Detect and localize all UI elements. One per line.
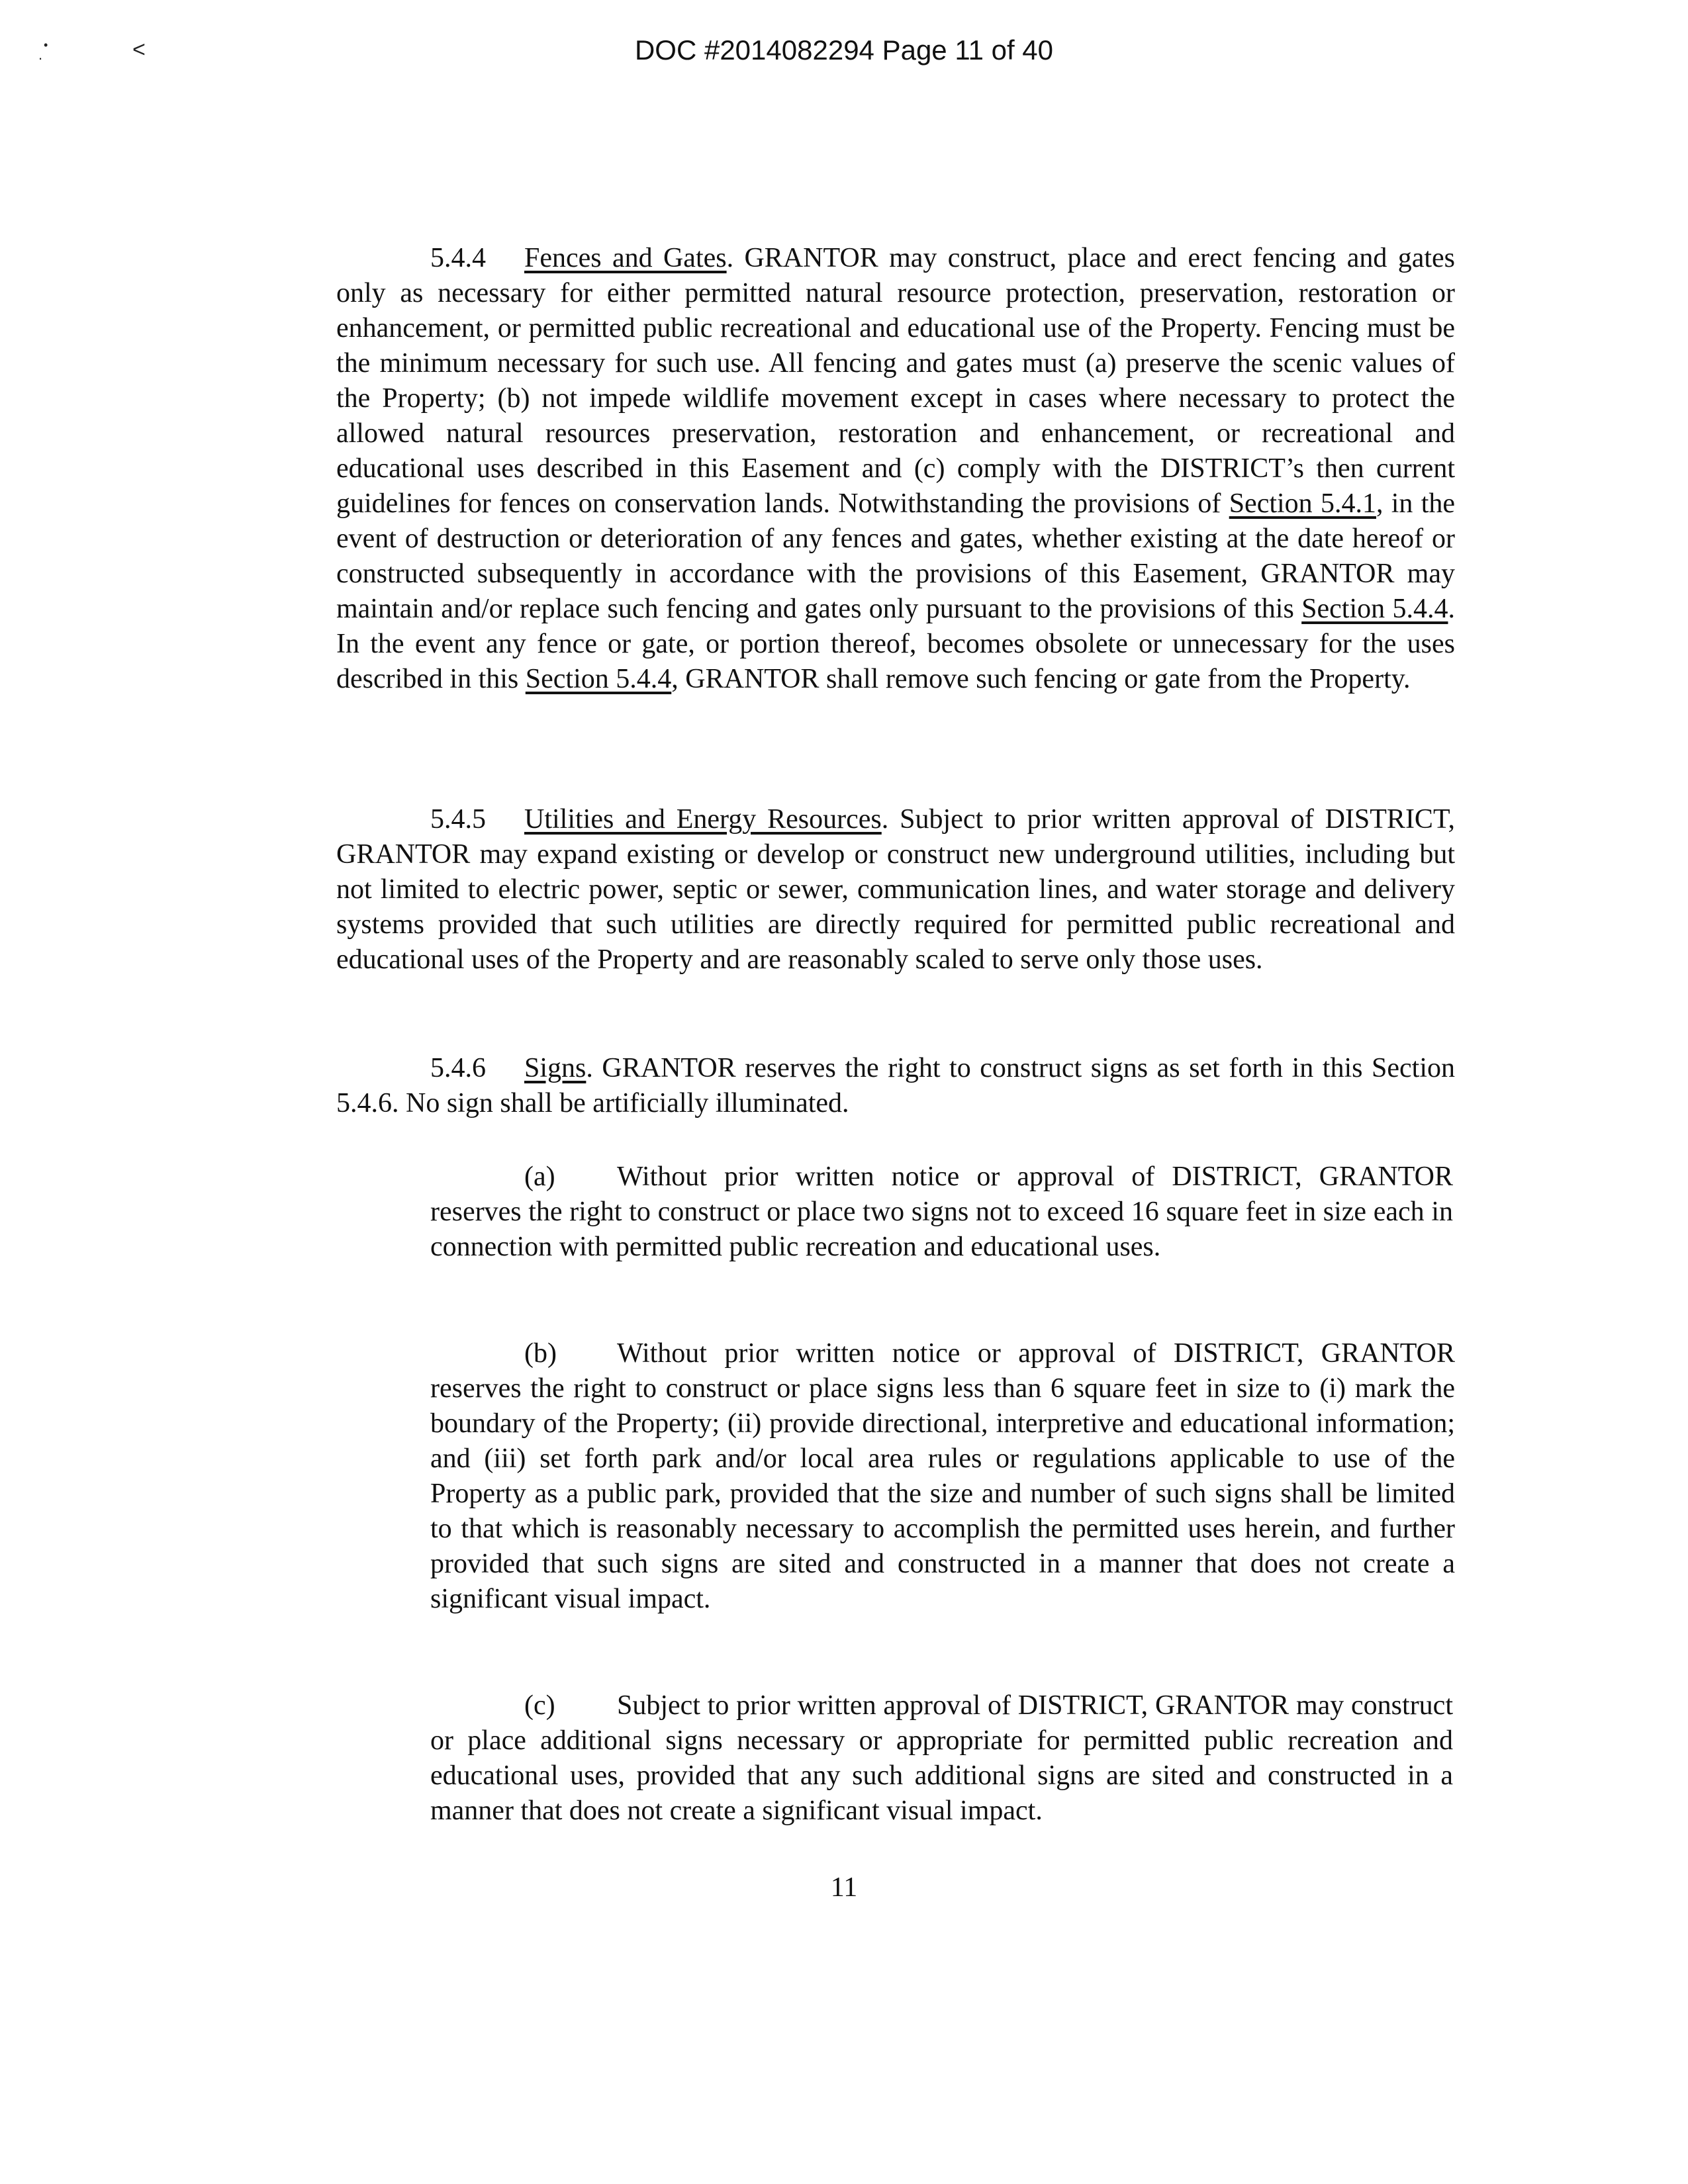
subsection-text: Without prior written notice or approval of DISTRICT, GRANTOR reserves the right to construct or place signs less than 6 square feet in size to (i) mark the boundary of the Property; (ii) provide directional, interpretive and educational information; and (iii) set forth park and/or local area rules or regulations applicable to use of the Property as a public park, provided that the size and number of such signs shall be limited to that which is reasonably necessary to accomplish the permitted uses herein, and further provided that such signs are sited and constructed in a manner that does not create a significant visual impact. [430,1338,1455,1614]
section-number: 5.4.4 [430,243,486,273]
subsection-b [430,1336,1455,1617]
section-title: Fences and Gates [524,243,727,273]
section-reference: Section 5.4.4 [1301,594,1448,624]
section-text: . In the event any fence or gate, or portion thereof, becomes obsolete or unnecessary for the uses described in this [336,594,1455,694]
section-text: , GRANTOR shall remove such fencing or gate from the Property. [671,664,1411,694]
section-title: Utilities and Energy Resources [524,804,882,835]
section-text: . GRANTOR may construct, place and erect fencing and gates only as necessary for either permitted natural resource protection, preservation, restoration or enhancement, or permitted public recreational and educational use of the Property. Fencing must be the minimum necessary for such use. All fencing and gates must (a) preserve the scenic values of the Property; (b) not impede wildlife movement except in cases where necessary to protect the allowed natural resources preservation, restoration and enhancement, or recreational and educational uses described in this Easement and (c) comply with the DISTRICT’s then current guidelines for fences on conservation lands. Notwithstanding the provisions of [336,243,1455,519]
section-number: 5.4.6 [430,1053,486,1083]
subsection-a [430,1160,1453,1265]
section-5-4-6-paragraph [336,1051,1455,1121]
section-text: . GRANTOR reserves the right to construct signs as set forth in this Section 5.4.6. No sign shall be artificially illuminated. [336,1053,1455,1118]
section-reference: Section 5.4.1 [1229,488,1376,519]
scan-mark-dot: . [38,46,43,63]
section-title: Signs [524,1053,586,1083]
section-text: , in the event of destruction or deterioration of any fences and gates, whether existing at the date hereof or constructed subsequently in accordance with the provisions of this Easement, GRANTOR may maintain and/or replace such fencing and gates only pursuant to the provisions of this [336,488,1456,624]
page-number: 11 [830,1872,858,1903]
scan-mark-bullet: • [44,38,48,52]
section-text: . Subject to prior written approval of DISTRICT, GRANTOR may expand existing or develop or construct new underground utilities, including but not limited to electric power, septic or sewer, communication lines, and water storage and delivery systems provided that such utilities are directly required for permitted public recreational and educational uses of the Property and are reasonably scaled to serve only those uses. [336,804,1455,975]
section-number: 5.4.5 [430,804,486,835]
subsection-c [430,1688,1453,1829]
subsection-text: Subject to prior written approval of DISTRICT, GRANTOR may construct or place additional signs necessary or appropriate for permitted public recreation and educational uses, provided that any such additional signs are sited and constructed in a manner that does not create a significant visual impact. [430,1690,1453,1826]
document-header: DOC #2014082294 Page 11 of 40 [634,34,1054,66]
subsection-label: (a) [524,1161,555,1192]
section-reference: Section 5.4.4 [525,664,672,694]
subsection-label: (b) [524,1338,557,1369]
section-5-4-4-paragraph [336,241,1455,697]
subsection-label: (c) [524,1690,555,1721]
section-5-4-5-paragraph [336,802,1455,978]
scan-mark-chevron: < [132,37,146,62]
subsection-text: Without prior written notice or approval of DISTRICT, GRANTOR reserves the right to construct or place two signs not to exceed 16 square feet in size each in connection with permitted public recreation and educational uses. [430,1161,1453,1262]
